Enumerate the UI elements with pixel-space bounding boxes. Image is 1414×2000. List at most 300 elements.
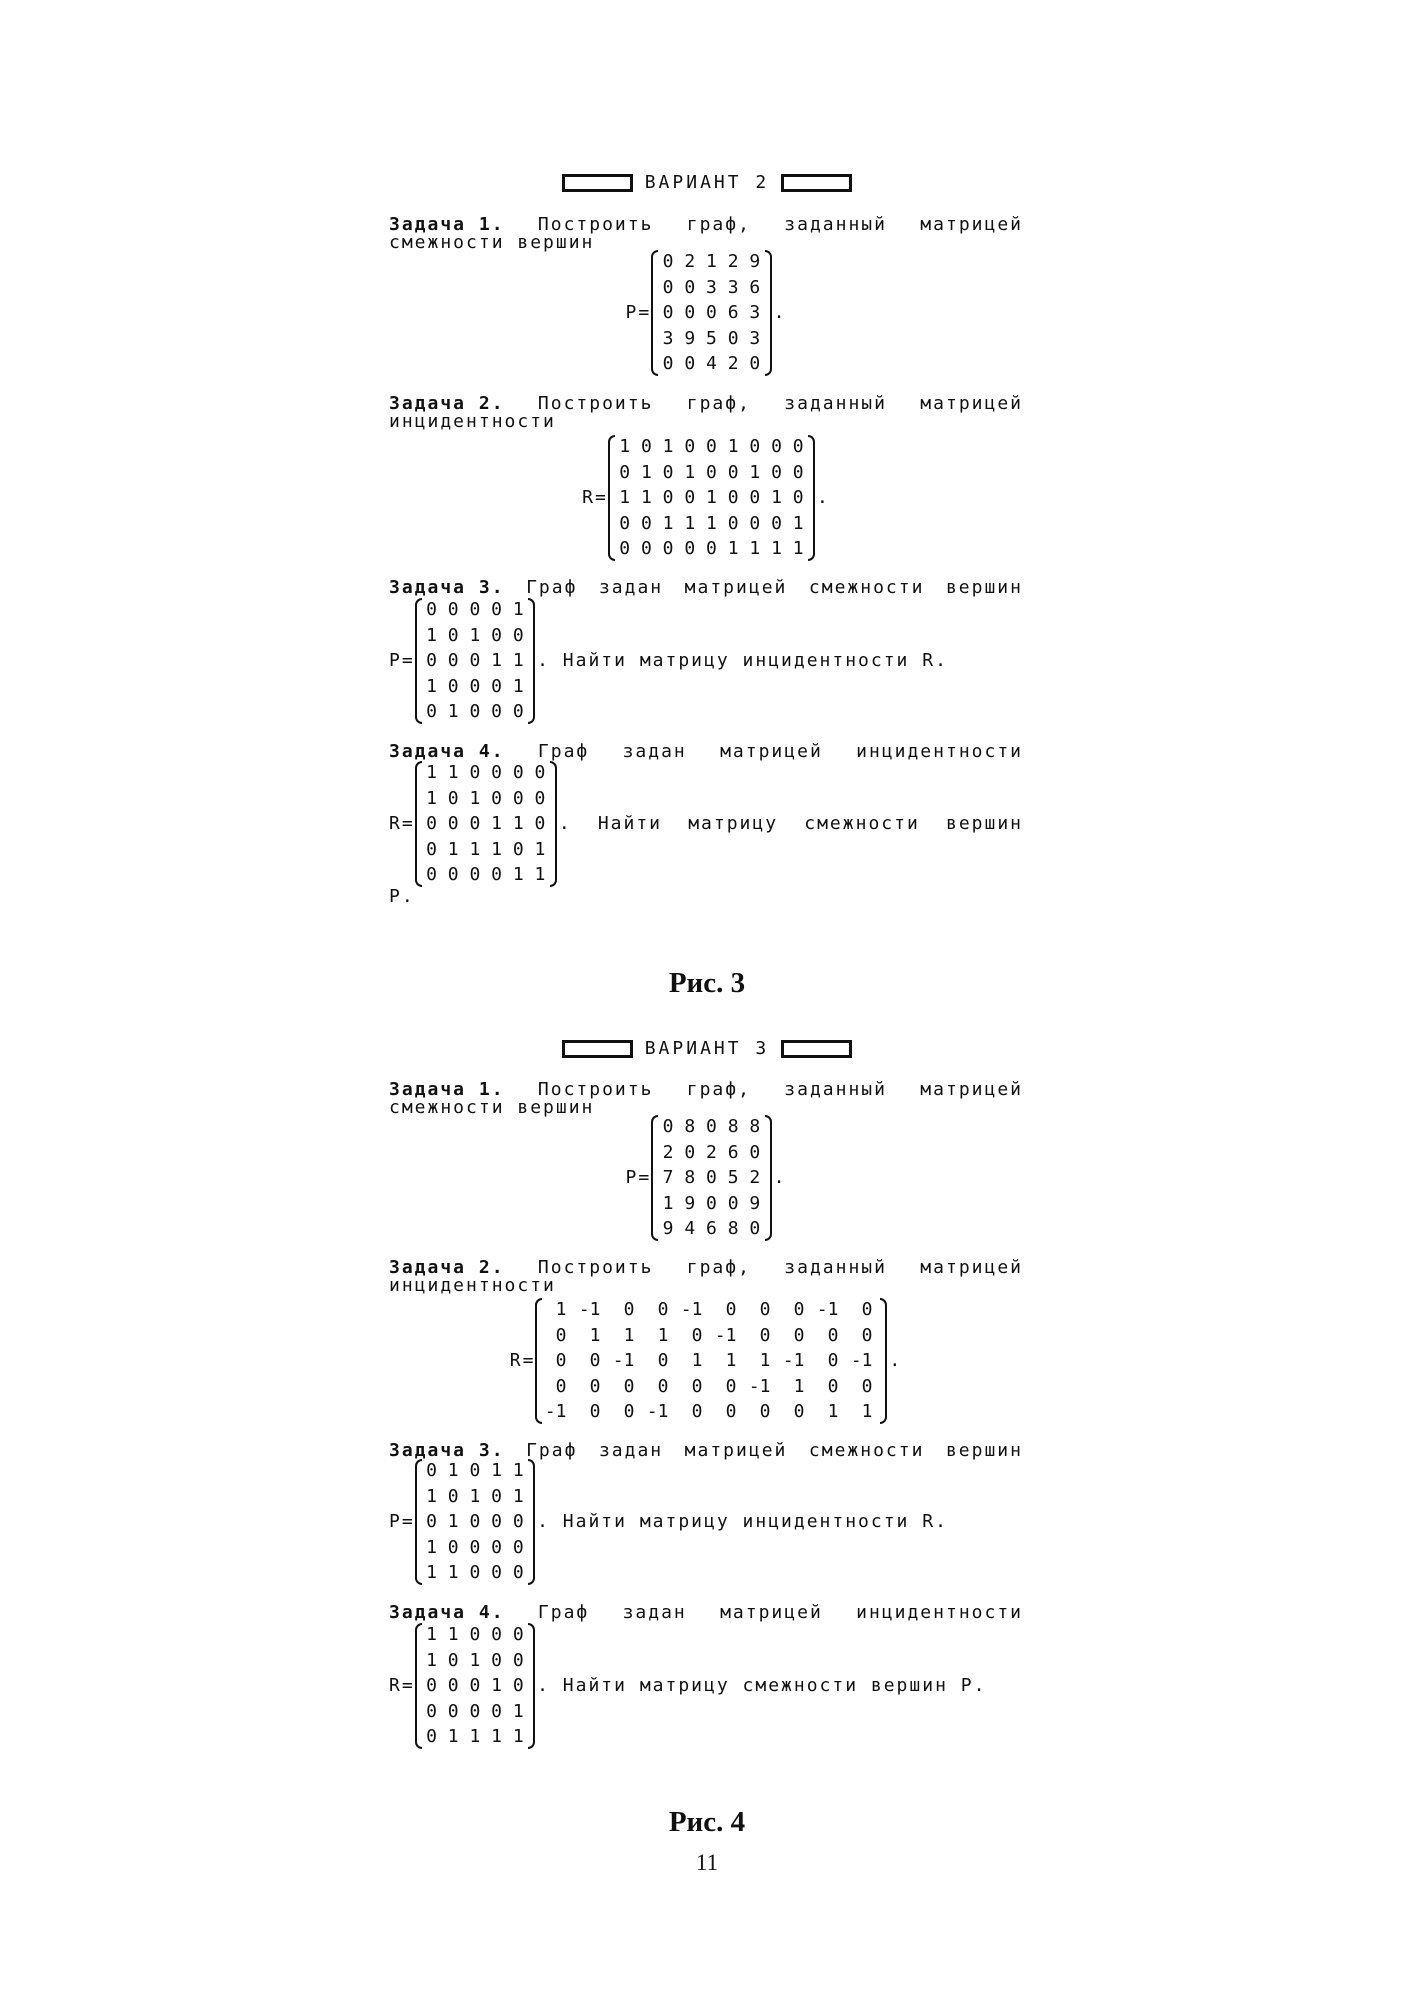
matrix-cell: 0 — [534, 787, 546, 809]
task-text: Граф задан матрицей смежности вершин — [526, 1440, 1023, 1461]
matrix-cell: 1 — [491, 1675, 503, 1696]
task-text: Граф задан матрицей инцидентности — [537, 741, 1023, 762]
matrix-cell: 1 — [792, 538, 804, 559]
heading-frame-left — [562, 1040, 633, 1058]
matrix-cell: 1 — [426, 1649, 437, 1671]
matrix-cell: 0 — [589, 1401, 601, 1422]
matrix-cell: 0 — [623, 1375, 635, 1397]
matrix-name: P= — [389, 649, 415, 671]
variant-heading — [0, 1038, 1414, 1059]
matrix-cell: 1 — [827, 1401, 839, 1422]
task-2-matrix-row — [389, 1297, 1023, 1425]
matrix-cell: 8 — [749, 1116, 761, 1137]
matrix-cell: 0 — [657, 1350, 669, 1371]
matrix-cell: 0 — [657, 1375, 669, 1397]
matrix-cell: 0 — [771, 461, 782, 483]
matrix-cell: 1 — [640, 487, 652, 508]
matrix-cell: 4 — [706, 353, 717, 374]
matrix-cell: 0 — [469, 701, 481, 722]
matrix-cell: 4 — [684, 1218, 696, 1239]
matrix-cell: -1 — [578, 1299, 601, 1320]
task-heading-line — [389, 743, 1023, 761]
matrix-cell: 0 — [619, 538, 631, 559]
matrix-cell: 1 — [727, 538, 739, 559]
matrix-cell: 0 — [662, 461, 674, 483]
task-1-heading — [389, 1081, 1023, 1117]
matrix-cell: 0 — [426, 1460, 437, 1481]
matrix-cell: 1 — [447, 1511, 459, 1532]
matrix-cell: 6 — [727, 1141, 739, 1163]
matrix-cell: 1 — [469, 1726, 481, 1747]
matrix-cell: 0 — [469, 813, 481, 834]
matrix-trailing-text: . Найти матрицу инцидентности R. — [537, 649, 948, 671]
matrix-cell: 1 — [512, 1485, 524, 1507]
task-text: Построить граф, заданный матрицей — [537, 393, 1023, 414]
matrix-cell: -1 — [782, 1350, 805, 1371]
matrix — [535, 1297, 887, 1425]
matrix-cell: 0 — [426, 1726, 437, 1747]
matrix-cell: 0 — [749, 1141, 761, 1163]
matrix-cell: 0 — [749, 487, 761, 508]
matrix-name: R= — [509, 1349, 536, 1371]
matrix-cell: 0 — [469, 1562, 481, 1583]
matrix-cell: 1 — [447, 1624, 459, 1645]
heading-frame-right — [781, 174, 852, 192]
matrix-cell: 0 — [759, 1401, 771, 1422]
matrix-cell: 1 — [512, 599, 524, 620]
matrix-cell: 0 — [447, 1675, 459, 1696]
matrix-cell: 0 — [469, 599, 481, 620]
matrix-cell: 0 — [662, 276, 674, 298]
task-label: Задача 3. — [389, 1440, 505, 1461]
matrix-cell: 0 — [469, 1624, 481, 1645]
matrix-cell: 0 — [691, 1375, 703, 1397]
matrix-cell: 0 — [447, 675, 459, 697]
matrix-cell: 0 — [771, 512, 782, 534]
matrix-cell: 0 — [426, 599, 437, 620]
matrix-cell: 1 — [771, 538, 782, 559]
matrix-cell: 9 — [749, 251, 761, 272]
matrix-cell: 1 — [512, 1460, 524, 1481]
matrix-trailing-text: . — [773, 301, 787, 323]
matrix-cell: 0 — [512, 1649, 524, 1671]
task-label: Задача 2. — [389, 393, 505, 414]
matrix-cell: 0 — [491, 762, 503, 783]
task-2-heading — [389, 1259, 1023, 1295]
task-heading-line — [389, 1604, 1023, 1622]
task-text-continued: инцидентности — [389, 1275, 556, 1296]
matrix-cell: 1 — [623, 1324, 635, 1346]
matrix-cell: 1 — [555, 1299, 567, 1320]
matrix-cell: 1 — [662, 512, 674, 534]
matrix-cell: 1 — [426, 1624, 437, 1645]
matrix-cell: 0 — [491, 864, 503, 885]
matrix-cell: 1 — [512, 675, 524, 697]
task-text: Построить граф, заданный матрицей — [537, 1079, 1023, 1100]
matrix-cell: 0 — [555, 1350, 567, 1371]
matrix-cell: 1 — [512, 650, 524, 671]
task-1-heading — [389, 216, 1023, 252]
figure-caption: Рис. 4 — [668, 1806, 746, 1838]
matrix — [415, 597, 535, 725]
task-text-continued: смежности вершин — [389, 232, 595, 253]
task-3-matrix-row — [389, 597, 1023, 725]
matrix-cell: 0 — [749, 436, 761, 457]
matrix-trailing-text: . — [817, 486, 830, 508]
matrix-cell: 1 — [534, 864, 546, 885]
matrix-cell: 0 — [771, 436, 782, 457]
task-4-heading — [389, 743, 1023, 761]
matrix-trailing-text: . Найти матрицу инцидентности R. — [537, 1510, 948, 1532]
task-label: Задача 4. — [389, 1602, 505, 1623]
task-3-heading — [389, 579, 1023, 597]
matrix-cell: 3 — [706, 276, 717, 298]
matrix-cell: 2 — [662, 1141, 674, 1163]
matrix-cell: 1 — [426, 1536, 437, 1558]
matrix-cell: 0 — [827, 1324, 839, 1346]
matrix-cell: 1 — [706, 251, 717, 272]
matrix-cell: 0 — [727, 1192, 739, 1214]
matrix-cell: 0 — [662, 302, 674, 323]
matrix-cell: 1 — [426, 675, 437, 697]
matrix-cell: 0 — [469, 1536, 481, 1558]
matrix-cell: 0 — [491, 599, 503, 620]
matrix-cell: 0 — [491, 624, 503, 646]
matrix-cell: 0 — [792, 436, 804, 457]
matrix-cell: 0 — [491, 1649, 503, 1671]
matrix-cell: -1 — [612, 1350, 635, 1371]
matrix — [651, 1114, 771, 1242]
matrix-cell: 1 — [657, 1324, 669, 1346]
matrix-cell: 1 — [491, 838, 503, 860]
matrix-cell: 0 — [426, 1700, 437, 1722]
matrix-cell: 1 — [512, 1726, 524, 1747]
matrix-cell: 0 — [725, 1401, 737, 1422]
matrix-cell: 1 — [691, 1350, 703, 1371]
matrix-cell: 0 — [534, 762, 546, 783]
matrix-cell: 0 — [657, 1299, 669, 1320]
task-text: Граф задан матрицей инцидентности — [537, 1602, 1023, 1623]
matrix-cell: 0 — [792, 461, 804, 483]
task-4-heading — [389, 1604, 1023, 1622]
matrix-cell: 1 — [469, 838, 481, 860]
matrix-cell: -1 — [850, 1350, 873, 1371]
matrix-name: P= — [625, 1166, 652, 1188]
matrix-cell: 0 — [491, 1562, 503, 1583]
matrix-cell: 9 — [684, 1192, 696, 1214]
matrix-trailing-text: . — [889, 1349, 903, 1371]
matrix-cell: 1 — [749, 461, 761, 483]
matrix-name: R= — [389, 1674, 415, 1696]
matrix-cell: 0 — [469, 1460, 481, 1481]
matrix-cell: 0 — [491, 1700, 503, 1722]
matrix-cell: 0 — [691, 1324, 703, 1346]
matrix-cell: 0 — [725, 1375, 737, 1397]
matrix-cell: 1 — [684, 461, 696, 483]
matrix-cell: 1 — [619, 487, 631, 508]
matrix-cell: 0 — [662, 353, 674, 374]
matrix-cell: 0 — [793, 1324, 805, 1346]
matrix-trailing-text: . — [773, 1166, 787, 1188]
matrix-cell: 0 — [447, 624, 459, 646]
matrix-cell: 1 — [792, 512, 804, 534]
matrix-cell: 0 — [447, 1485, 459, 1507]
task-1-matrix-row — [389, 249, 1023, 377]
matrix-cell: 0 — [447, 1700, 459, 1722]
matrix-cell: 0 — [861, 1299, 873, 1320]
matrix-cell: 1 — [447, 1460, 459, 1481]
matrix-cell: 0 — [684, 276, 696, 298]
matrix-cell: 0 — [512, 762, 524, 783]
matrix-cell: 9 — [749, 1192, 761, 1214]
matrix-cell: 2 — [749, 1167, 761, 1188]
matrix-cell: -1 — [714, 1324, 737, 1346]
task-text: Граф задан матрицей смежности вершин — [526, 577, 1023, 598]
matrix-cell: 0 — [491, 675, 503, 697]
matrix-cell: 1 — [727, 436, 739, 457]
variant-title: ВАРИАНТ 2 — [644, 172, 770, 193]
task-heading-line — [389, 579, 1023, 597]
matrix-cell: 0 — [792, 487, 804, 508]
task-text-continued: смежности вершин — [389, 1097, 595, 1118]
matrix-cell: 0 — [469, 1675, 481, 1696]
matrix-cell: 0 — [491, 701, 503, 722]
matrix-cell: 7 — [662, 1167, 674, 1188]
matrix-cell: 0 — [426, 1675, 437, 1696]
matrix-cell: 0 — [727, 461, 739, 483]
matrix-cell: 0 — [793, 1401, 805, 1422]
matrix-cell: 6 — [727, 302, 739, 323]
matrix-name: P= — [625, 301, 652, 323]
matrix-cell: 0 — [512, 1536, 524, 1558]
matrix-cell: 3 — [727, 276, 739, 298]
matrix-cell: 1 — [706, 512, 717, 534]
matrix-cell: 1 — [491, 1726, 503, 1747]
matrix-cell: 0 — [589, 1375, 601, 1397]
matrix-cell: 1 — [771, 487, 782, 508]
matrix-cell: 0 — [491, 1536, 503, 1558]
matrix-cell: 0 — [512, 1511, 524, 1532]
matrix-cell: 1 — [426, 624, 437, 646]
matrix-cell: 0 — [447, 1649, 459, 1671]
matrix-cell: 1 — [534, 838, 546, 860]
matrix-cell: 1 — [426, 1562, 437, 1583]
matrix-cell: 2 — [727, 353, 739, 374]
matrix-cell: 0 — [727, 512, 739, 534]
matrix-cell: -1 — [646, 1401, 669, 1422]
matrix-cell: 0 — [691, 1401, 703, 1422]
matrix-cell: 0 — [426, 864, 437, 885]
matrix — [415, 760, 557, 888]
matrix-cell: 0 — [684, 353, 696, 374]
matrix-cell: 0 — [749, 353, 761, 374]
matrix-cell: 3 — [749, 302, 761, 323]
task-text-continued: инцидентности — [389, 411, 556, 432]
matrix-cell: 0 — [469, 864, 481, 885]
matrix-cell: 0 — [623, 1299, 635, 1320]
matrix-cell: 0 — [749, 512, 761, 534]
matrix-cell: 0 — [469, 675, 481, 697]
matrix-cell: 1 — [469, 787, 481, 809]
matrix-cell: 0 — [684, 1141, 696, 1163]
matrix — [651, 249, 771, 377]
heading-frame-left — [562, 174, 633, 192]
task-text: Построить граф, заданный матрицей — [537, 1257, 1023, 1278]
matrix-cell: 0 — [759, 1299, 771, 1320]
matrix-cell: 9 — [684, 327, 696, 349]
matrix-cell: 0 — [662, 487, 674, 508]
matrix-cell: 1 — [640, 461, 652, 483]
task-text: Построить граф, заданный матрицей — [537, 214, 1023, 235]
matrix-cell: 1 — [861, 1401, 873, 1422]
matrix-cell: 0 — [619, 461, 631, 483]
matrix-cell: 0 — [469, 1700, 481, 1722]
variant-title: ВАРИАНТ 3 — [644, 1038, 770, 1059]
matrix-cell: 8 — [727, 1218, 739, 1239]
matrix-cell: 1 — [684, 512, 696, 534]
matrix-cell: 0 — [727, 487, 739, 508]
matrix-cell: 9 — [662, 1218, 674, 1239]
task-2-heading — [389, 395, 1023, 431]
matrix-cell: 0 — [662, 251, 674, 272]
matrix — [415, 1622, 535, 1750]
matrix-cell: 1 — [447, 762, 459, 783]
matrix-cell: 8 — [727, 1116, 739, 1137]
matrix-cell: 0 — [447, 787, 459, 809]
matrix-name: R= — [389, 812, 415, 834]
matrix-cell: 1 — [512, 864, 524, 885]
matrix-cell: 6 — [706, 1218, 717, 1239]
task-3-matrix-row — [389, 1458, 1023, 1586]
matrix-cell: 0 — [426, 813, 437, 834]
matrix-cell: 1 — [426, 787, 437, 809]
task-1-matrix-row — [389, 1114, 1023, 1242]
matrix-cell: 0 — [426, 701, 437, 722]
matrix-cell: 0 — [512, 1624, 524, 1645]
matrix-name: R= — [582, 486, 608, 508]
matrix-cell: 0 — [861, 1324, 873, 1346]
matrix-cell: 0 — [447, 813, 459, 834]
matrix-cell: 0 — [447, 864, 459, 885]
matrix-cell: 1 — [793, 1375, 805, 1397]
matrix-cell: 2 — [684, 251, 696, 272]
matrix-cell: 1 — [491, 1460, 503, 1481]
task-label: Задача 1. — [389, 1079, 505, 1100]
matrix-cell: 1 — [469, 624, 481, 646]
matrix-cell: 1 — [491, 650, 503, 671]
matrix-cell: 0 — [619, 512, 631, 534]
matrix-cell: 0 — [640, 436, 652, 457]
matrix-trailing-text-continued: P. — [389, 886, 415, 907]
matrix-cell: 0 — [706, 1192, 717, 1214]
task-2-matrix-row — [389, 434, 1023, 562]
matrix-cell: 1 — [447, 1562, 459, 1583]
heading-frame-right — [781, 1040, 852, 1058]
matrix-cell: 1 — [706, 487, 717, 508]
matrix-cell: 0 — [706, 302, 717, 323]
matrix-cell: 0 — [491, 1511, 503, 1532]
matrix-cell: 1 — [512, 1700, 524, 1722]
matrix-cell: 1 — [447, 1726, 459, 1747]
matrix-cell: 0 — [426, 650, 437, 671]
variant-heading — [0, 172, 1414, 193]
matrix-cell: 0 — [727, 327, 739, 349]
figure-caption: Рис. 3 — [668, 967, 746, 999]
task-4-matrix-row — [389, 760, 1023, 888]
matrix-cell: 5 — [706, 327, 717, 349]
matrix-cell: 0 — [662, 538, 674, 559]
matrix-cell: 0 — [447, 599, 459, 620]
matrix-cell: 0 — [491, 787, 503, 809]
matrix-cell: 0 — [706, 436, 717, 457]
page-number: 11 — [695, 1850, 719, 1875]
matrix-cell: 0 — [640, 538, 652, 559]
matrix-cell: 3 — [662, 327, 674, 349]
matrix-cell: 0 — [512, 624, 524, 646]
matrix-cell: 0 — [512, 838, 524, 860]
matrix-cell: 5 — [727, 1167, 739, 1188]
matrix-cell: 0 — [512, 1675, 524, 1696]
matrix-cell: 8 — [684, 1167, 696, 1188]
matrix-cell: 1 — [619, 436, 631, 457]
matrix-cell: 8 — [684, 1116, 696, 1137]
matrix-cell: 0 — [827, 1375, 839, 1397]
task-label: Задача 2. — [389, 1257, 505, 1278]
matrix-cell: 1 — [491, 813, 503, 834]
task-label: Задача 1. — [389, 214, 505, 235]
matrix-cell: 0 — [447, 650, 459, 671]
matrix-cell: 0 — [684, 302, 696, 323]
matrix-cell: 0 — [640, 512, 652, 534]
matrix-cell: 0 — [469, 762, 481, 783]
matrix-cell: 1 — [662, 1192, 674, 1214]
matrix-cell: 2 — [706, 1141, 717, 1163]
matrix — [415, 1458, 535, 1586]
matrix-cell: 0 — [555, 1375, 567, 1397]
matrix-cell: 2 — [727, 251, 739, 272]
matrix-cell: 0 — [534, 813, 546, 834]
matrix-cell: 0 — [684, 487, 696, 508]
matrix-trailing-text: . Найти матрицу смежности вершин — [558, 812, 1023, 834]
matrix-cell: 6 — [749, 276, 761, 298]
matrix-cell: 1 — [447, 838, 459, 860]
matrix-cell: 0 — [512, 1562, 524, 1583]
matrix — [608, 434, 815, 562]
matrix-cell: 0 — [469, 1511, 481, 1532]
matrix-cell: 0 — [706, 538, 717, 559]
matrix-cell: -1 — [680, 1299, 703, 1320]
matrix-cell: 1 — [469, 1485, 481, 1507]
matrix-cell: 1 — [589, 1324, 601, 1346]
matrix-cell: 1 — [469, 1649, 481, 1671]
matrix-cell: 0 — [512, 701, 524, 722]
matrix-cell: 0 — [759, 1324, 771, 1346]
matrix-cell: 0 — [706, 1167, 717, 1188]
matrix-trailing-text: . Найти матрицу смежности вершин P. — [537, 1674, 987, 1696]
matrix-cell: 0 — [827, 1350, 839, 1371]
matrix-cell: 0 — [684, 538, 696, 559]
matrix-cell: 0 — [589, 1350, 601, 1371]
matrix-cell: 3 — [749, 327, 761, 349]
matrix-cell: 0 — [793, 1299, 805, 1320]
matrix-cell: 0 — [491, 1624, 503, 1645]
matrix-cell: -1 — [748, 1375, 771, 1397]
task-label: Задача 3. — [389, 577, 505, 598]
matrix-cell: 0 — [512, 787, 524, 809]
matrix-cell: 0 — [706, 461, 717, 483]
matrix-cell: 1 — [725, 1350, 737, 1371]
matrix-cell: -1 — [544, 1401, 567, 1422]
